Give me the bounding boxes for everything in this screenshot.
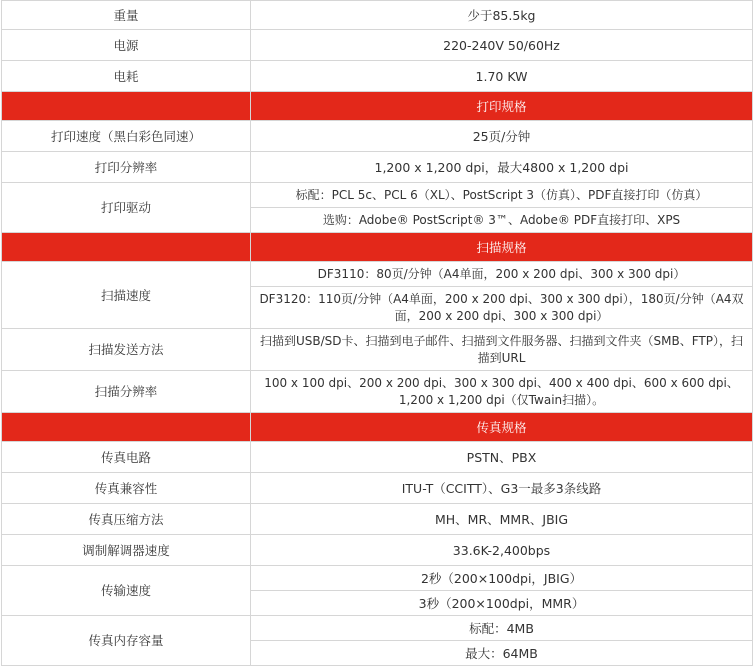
- row-label-scan-resolution: 扫描分辨率: [2, 371, 251, 413]
- row-label-fax-line: 传真电路: [2, 442, 251, 473]
- row-value-driver-optional: 选购：Adobe® PostScript® 3™、Adobe® PDF直接打印、XPS: [251, 208, 753, 233]
- table-row: [2, 152, 753, 183]
- row-value-scan-send: 扫描到USB/SD卡、扫描到电子邮件、扫描到文件服务器、扫描到文件夹（SMB、FTP），扫描到URL: [251, 329, 753, 371]
- row-label-print-driver: 打印驱动: [2, 183, 251, 233]
- row-value-memory-standard: 标配：4MB: [251, 616, 753, 641]
- row-value-print-speed: 25页/分钟: [251, 121, 753, 152]
- row-label-scan-send: 扫描发送方法: [2, 329, 251, 371]
- table-row: [2, 371, 753, 413]
- table-row: [2, 121, 753, 152]
- row-value-consumption: 1.70 KW: [251, 61, 753, 92]
- row-value-print-resolution: 1,200 x 1,200 dpi，最大4800 x 1,200 dpi: [251, 152, 753, 183]
- row-label-modem: 调制解调器速度: [2, 535, 251, 566]
- row-label-fax-memory: 传真内存容量: [2, 616, 251, 666]
- row-value-tx-jbig: 2秒（200×100dpi，JBIG）: [251, 566, 753, 591]
- table-row: [2, 30, 753, 61]
- row-value-modem: 33.6K-2,400bps: [251, 535, 753, 566]
- section-header-fax: [2, 413, 753, 442]
- section-header-print: [2, 92, 753, 121]
- row-value-memory-max: 最大：64MB: [251, 641, 753, 666]
- section-title-print: 打印规格: [251, 92, 753, 121]
- row-label-fax-compress: 传真压缩方法: [2, 504, 251, 535]
- row-label-print-resolution: 打印分辨率: [2, 152, 251, 183]
- row-label-power: 电源: [2, 30, 251, 61]
- row-value-scan-df3120: DF3120：110页/分钟（A4单面，200 x 200 dpi、300 x 300 dpi），180页/分钟（A4双面，200 x 200 dpi、300 x 300 dpi）: [251, 287, 753, 329]
- table-row: [2, 329, 753, 371]
- table-row: [2, 61, 753, 92]
- section-title-scan: 扫描规格: [251, 233, 753, 262]
- row-label-consumption: 电耗: [2, 61, 251, 92]
- row-value-fax-compat: ITU-T（CCITT）、G3一最多3条线路: [251, 473, 753, 504]
- row-value-power: 220-240V 50/60Hz: [251, 30, 753, 61]
- table-row: [2, 566, 753, 591]
- table-row: [2, 504, 753, 535]
- row-label-fax-compat: 传真兼容性: [2, 473, 251, 504]
- row-label-print-speed: 打印速度（黑白彩色同速）: [2, 121, 251, 152]
- row-value-fax-line: PSTN、PBX: [251, 442, 753, 473]
- table-row: [2, 535, 753, 566]
- row-value-scan-resolution: 100 x 100 dpi、200 x 200 dpi、300 x 300 dpi、400 x 400 dpi、600 x 600 dpi、1,200 x 1,200 dpi（仅Twain扫描）。: [251, 371, 753, 413]
- table-row: [2, 616, 753, 641]
- row-value-driver-standard: 标配：PCL 5c、PCL 6（XL）、PostScript 3（仿真）、PDF直接打印（仿真）: [251, 183, 753, 208]
- row-label-tx-speed: 传输速度: [2, 566, 251, 616]
- spec-table: [1, 0, 753, 666]
- row-value-weight: 少于85.5kg: [251, 1, 753, 30]
- table-row: [2, 183, 753, 208]
- table-row: [2, 262, 753, 287]
- section-header-left-cell: [2, 413, 251, 442]
- section-header-left-cell: [2, 92, 251, 121]
- row-value-tx-mmr: 3秒（200×100dpi，MMR）: [251, 591, 753, 616]
- section-title-fax: 传真规格: [251, 413, 753, 442]
- row-value-fax-compress: MH、MR、MMR、JBIG: [251, 504, 753, 535]
- table-row: [2, 1, 753, 30]
- row-label-scan-speed: 扫描速度: [2, 262, 251, 329]
- table-row: [2, 442, 753, 473]
- row-value-scan-df3110: DF3110：80页/分钟（A4单面，200 x 200 dpi、300 x 300 dpi）: [251, 262, 753, 287]
- row-label-weight: 重量: [2, 1, 251, 30]
- table-row: [2, 473, 753, 504]
- section-header-scan: [2, 233, 753, 262]
- section-header-left-cell: [2, 233, 251, 262]
